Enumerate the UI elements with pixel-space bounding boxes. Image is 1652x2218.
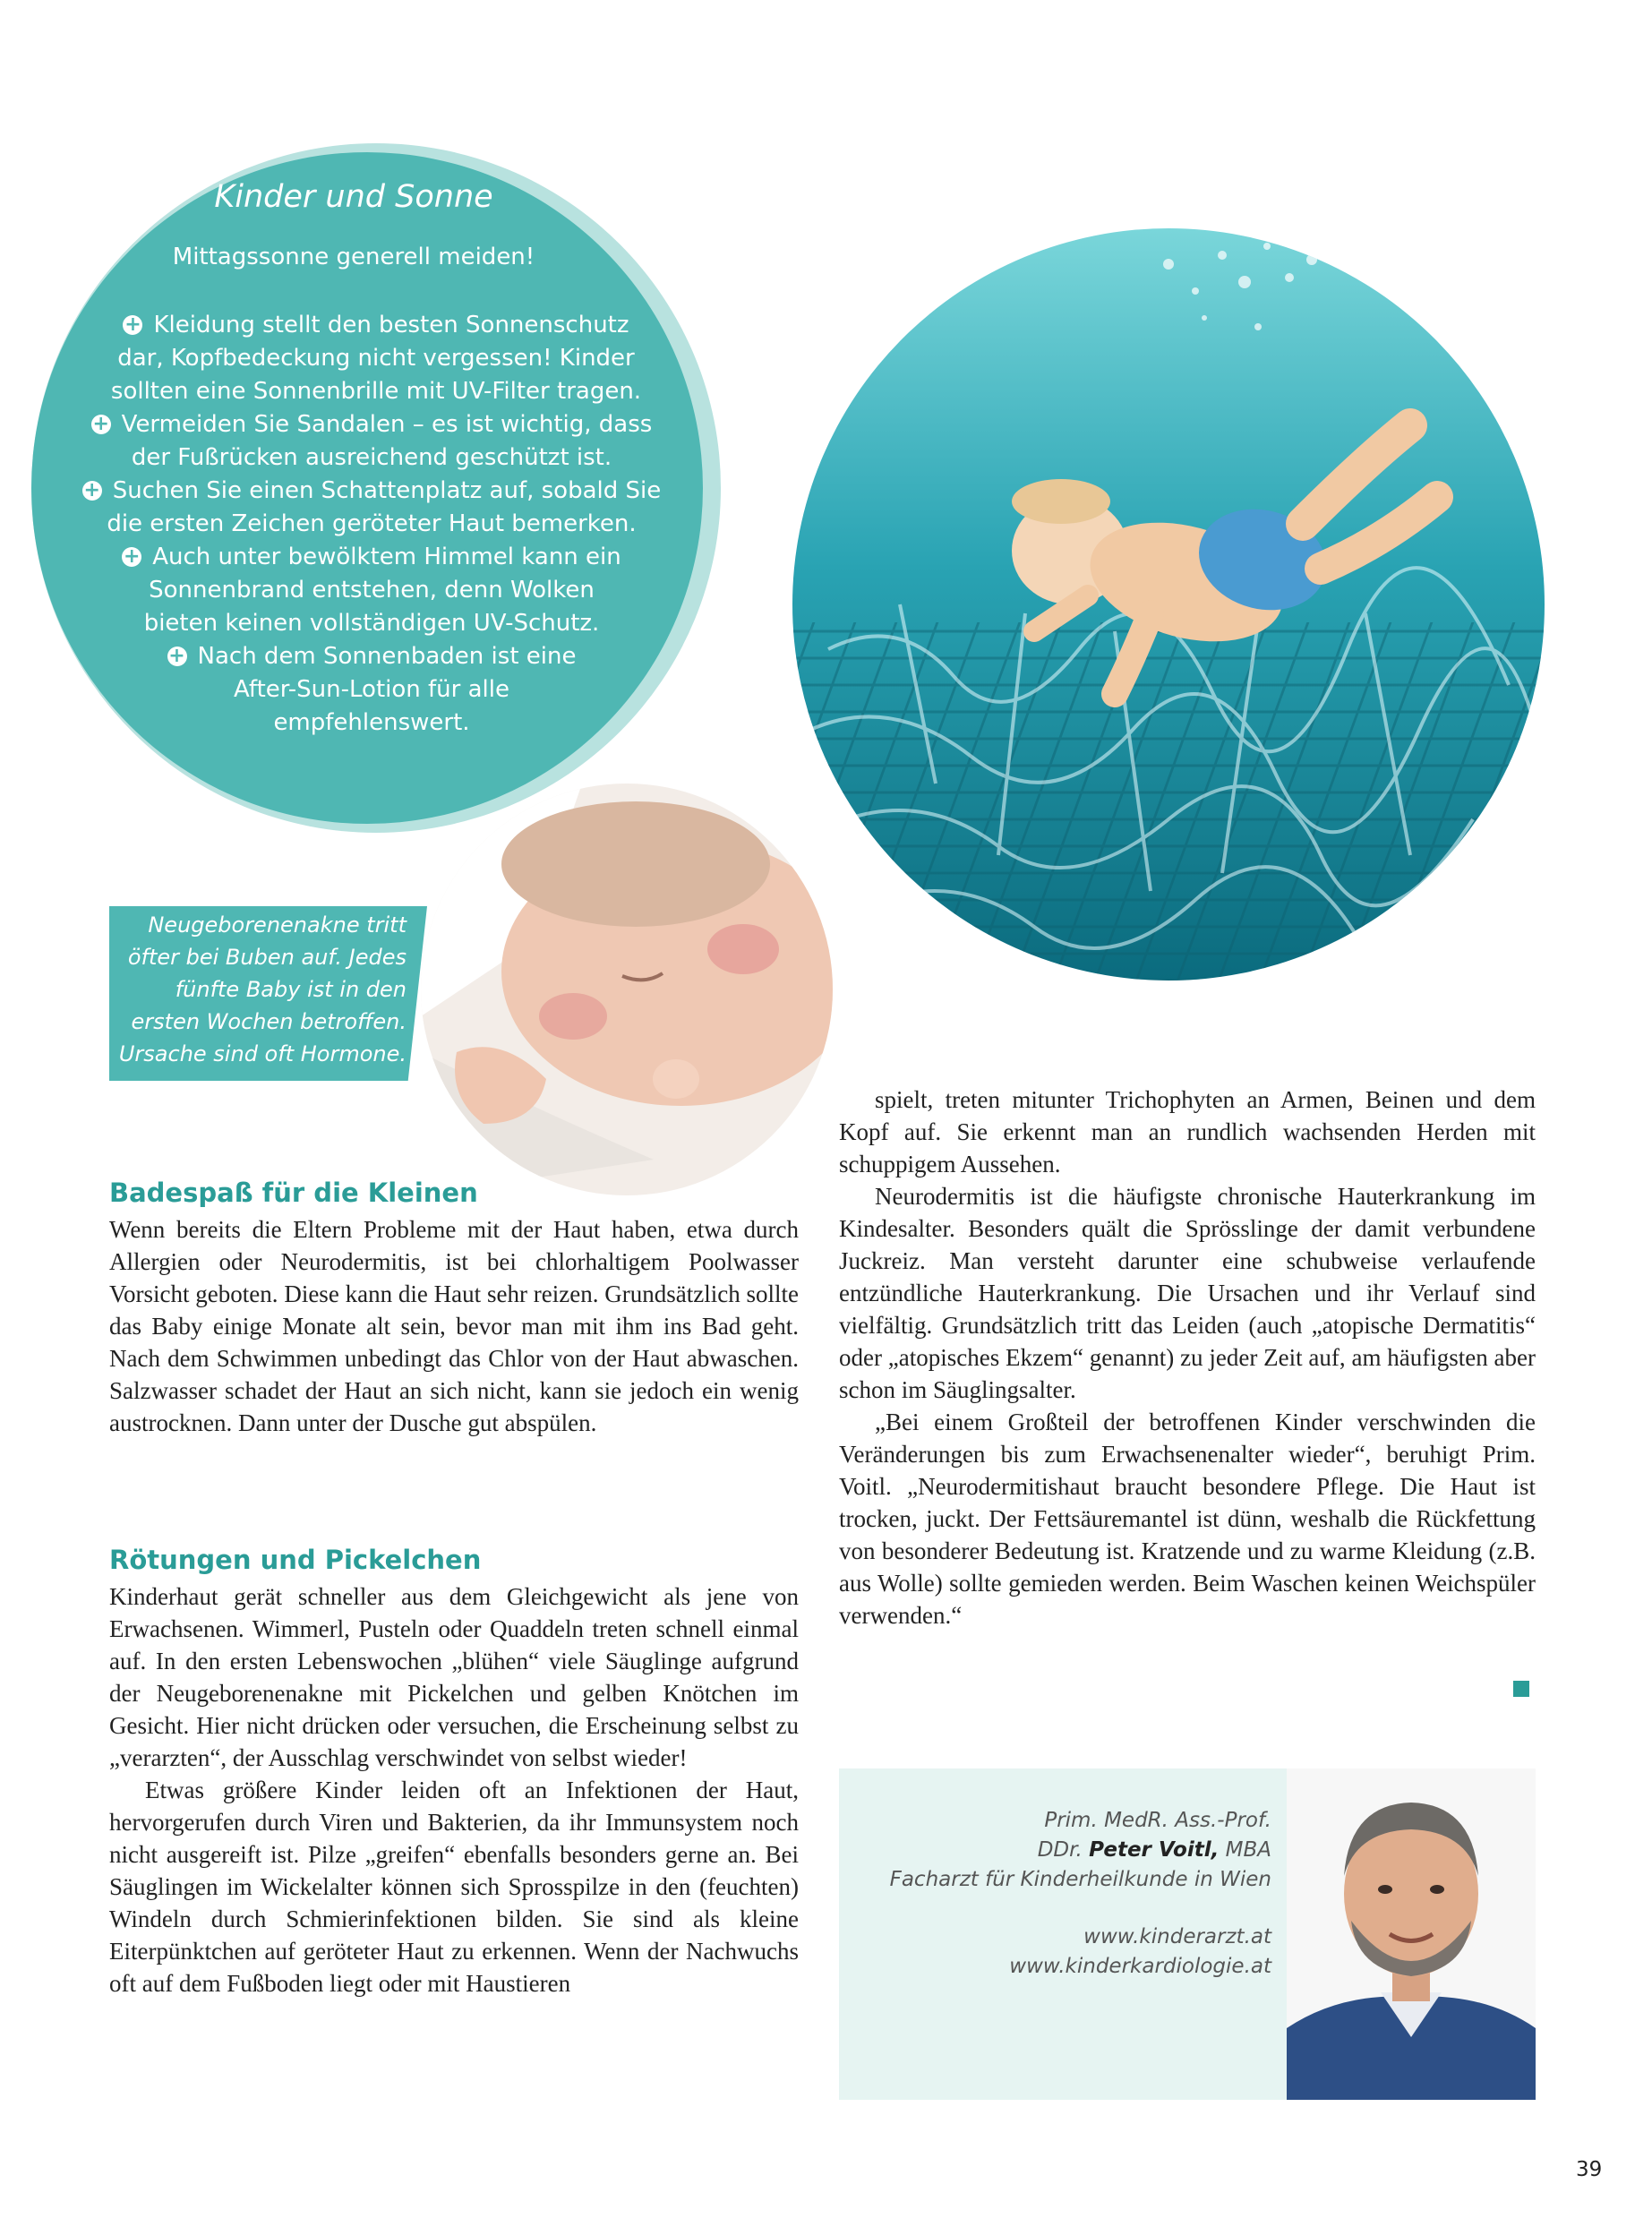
heading-roetungen: Rötungen und Pickelchen [109,1545,482,1575]
plus-icon: + [83,479,100,501]
newborn-photo [421,784,833,1195]
column2-paragraph-1: spielt, treten mitunter Trichophyten an Armen, Beinen und dem Kopf auf. Sie erkennt man an rundlich wachsenden Herden mit schuppigem Aussehen. [839,1086,1536,1178]
heading-badespass: Badespaß für die Kleinen [109,1178,478,1208]
author-title-line: Prim. MedR. Ass.-Prof. [1044,1809,1271,1832]
swimming-baby-photo [792,228,1545,981]
info-title: Kinder und Sonne [214,179,493,215]
column2-paragraph-3: „Bei einem Großteil der betroffenen Kinder verschwinden die Veränderungen bis zum Erwachsenenalter wieder“, beruhigt Prim. Voitl. „Neurodermitishaut braucht besondere Pflege. Die Haut ist trocken, juckt. Der Fettsäuremantel ist dünn, weshalb die Rückfettung von besonderer Bedeutung ist. Kratzende und zu warme Kleidung (z.B. aus Wolle) sollte gemieden werden. Beim Waschen keinen Weichspüler verwenden.“ [839,1409,1536,1629]
plus-icon: + [124,545,141,568]
column2-body [839,1083,1536,1631]
tip-shade: + Suchen Sie einen Schattenplatz auf, sobald Sie die ersten Zeichen geröteter Haut bemerken. [83,477,662,537]
author-portrait [1287,1768,1536,2100]
plus-icon: + [92,413,109,435]
author-role: Facharzt für Kinderheilkunde in Wien [889,1868,1271,1891]
author-name-line: DDr. Peter Voitl, MBA [1037,1838,1271,1862]
tip-clouds: + Auch unter bewölktem Himmel kann ein Sonnenbrand entstehen, denn Wolken bieten keinen vollständigen UV-Schutz. [124,544,621,637]
section1-body [109,1213,799,1439]
author-website-1[interactable]: www.kinderarzt.at [1083,1925,1271,1948]
info-subtitle: Mittagssonne generell meiden! [172,244,535,270]
section2-body [109,1580,799,2000]
section2-paragraph-2: Etwas größere Kinder leiden oft an Infektionen der Haut, hervorgerufen durch Viren und Bakterien, da ihr Immunsystem noch nicht ausgereift ist. Pilze „greifen“ ebenfalls besonders gerne an. Bei Säuglingen im Wickelalter können sich Sprosspilze in den (feuchten) Windeln durch Schmierinfektionen bilden. Sie sind als kleine Eiterpünktchen auf geröteter Haut zu erkennen. Wenn der Nachwuchs oft auf dem Fußboden liegt oder mit Haustieren [109,1777,799,1997]
end-of-article-square [1513,1681,1529,1697]
page-number: 39 [1576,2158,1603,2181]
section2-paragraph-1: Kinderhaut gerät schneller aus dem Gleichgewicht als jene von Erwachsenen. Wimmerl, Pusteln oder Quaddeln treten schnell einmal auf. In den ersten Lebenswochen „blühen“ viele Säuglinge aufgrund der Neugeborenenakne mit Pickelchen und gelben Knötchen im Gesicht. Hier nicht drücken oder versuchen, die Erscheinung selbst zu „verarzten“, der Ausschlag verschwindet von selbst wieder! [109,1583,799,1771]
tip-aftersun: + Nach dem Sonnenbaden ist eine After-Sun-Lotion für alle empfehlenswert. [168,643,577,736]
column2-paragraph-2: Neurodermitis ist die häufigste chronische Hauterkrankung im Kindesalter. Besonders quält die Sprösslinge der damit verbundene Juckreiz. Man versteht darunter eine schubweise verlaufende entzündliche Hauterkrankung. Die Ursachen und ihr Verlauf sind vielfältig. Grundsätzlich tritt das Leiden (auch „atopische Dermatitis“ oder „atopisches Ekzem“ genannt) zu jeder Zeit auf, am häufigsten aber schon im Säuglingsalter. [839,1183,1536,1403]
photo-caption: Neugeborenenakne tritt öfter bei Buben auf. Jedes fünfte Baby ist in den ersten Wochen betroffen. Ursache sind oft Hormone. [118,912,407,1066]
section1-paragraph: Wenn bereits die Eltern Probleme mit der Haut haben, etwa durch Allergien oder Neurodermitis, ist bei chlorhaltigem Poolwasser Vorsicht geboten. Diese kann die Haut sehr reizen. Grundsätzlich sollte das Baby einige Monate alt sein, bevor man mit ihm ins Bad geht. Nach dem Schwimmen unbedingt das Chlor von der Haut abwaschen. Salzwasser schadet der Haut an sich nicht, kann sie jedoch ein wenig austrocknen. Dann unter der Dusche gut abspülen. [109,1216,799,1436]
tip-sandals: + Vermeiden Sie Sandalen – es ist wichtig, dass der Fußrücken ausreichend geschützt ist. [92,411,653,471]
plus-icon: + [168,645,185,667]
tip-clothing: + Kleidung stellt den besten Sonnenschutz dar, Kopfbedeckung nicht vergessen! Kinder sollten eine Sonnenbrille mit UV-Filter tragen. [110,312,642,405]
author-website-2[interactable]: www.kinderkardiologie.at [1009,1955,1271,1978]
author-name: Peter Voitl, [1089,1838,1220,1862]
plus-icon: + [124,313,141,336]
